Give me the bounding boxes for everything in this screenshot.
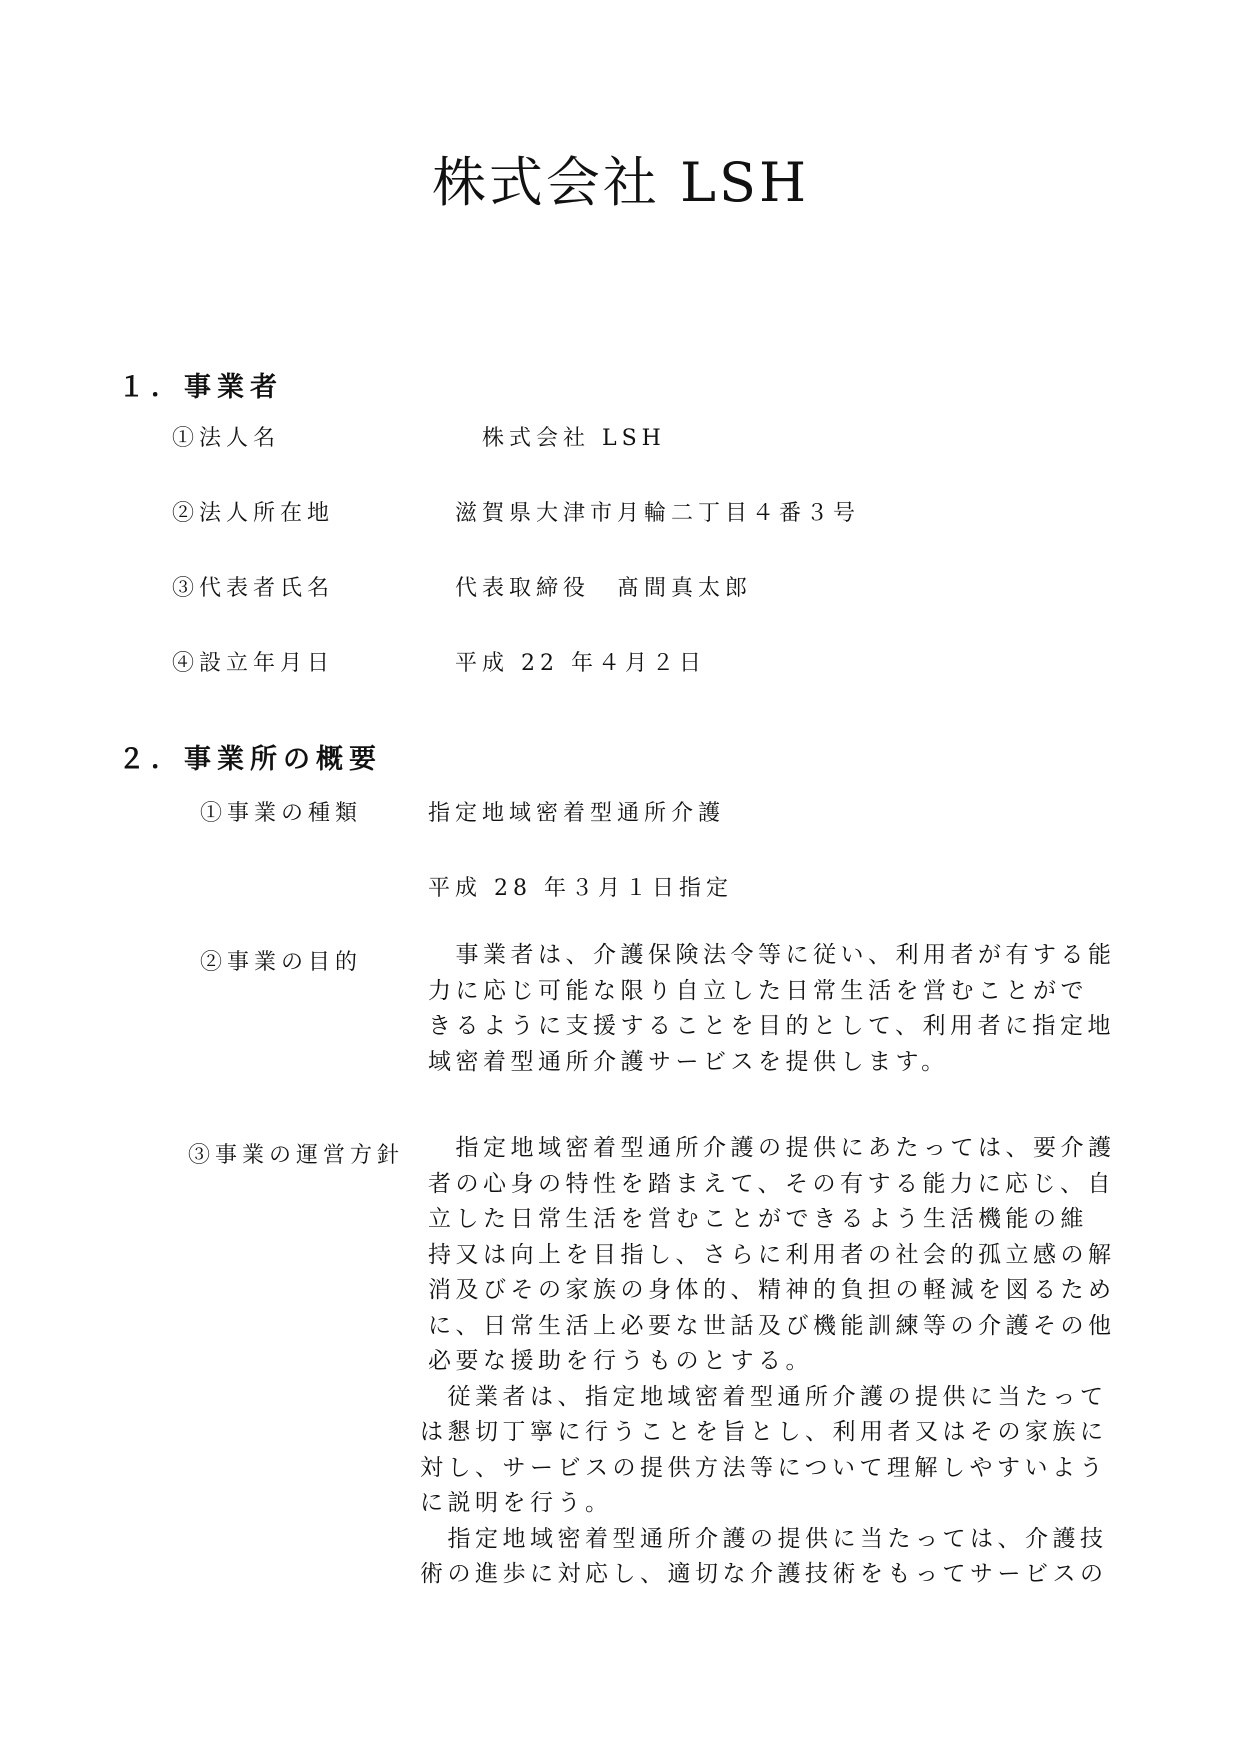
policy-line: 持又は向上を目指し、さらに利用者の社会的孤立感の解 [428,1241,1116,1268]
policy-line: に説明を行う。 [420,1490,613,1516]
label-establishment-date: ④設立年月日 [172,651,335,676]
policy-line: 立した日常生活を営むことができるよう生活機能の維 [428,1206,1088,1232]
policy-line: 消及びその家族の身体的、精神的負担の軽減を図るため [428,1277,1116,1303]
section-heading-business-operator: １．事業者 [118,372,283,403]
value-corporate-name: 株式会社 LSH [482,426,666,451]
purpose-line: きるように支援することを目的として、利用者に指定地 [428,1013,1116,1039]
policy-line: 従業者は、指定地域密着型通所介護の提供に当たって [420,1383,1108,1410]
purpose-line: 域密着型通所介護サービスを提供します。 [428,1048,949,1075]
value-designation-date: 平成 28 年３月１日指定 [428,876,733,901]
label-representative: ③代表者氏名 [172,576,335,601]
label-business-type: ①事業の種類 [200,801,363,826]
value-business-type: 指定地域密着型通所介護 [428,801,726,826]
purpose-line: 力に応じ可能な限り自立した日常生活を営むことがで [428,977,1088,1004]
purpose-line: 事業者は、介護保険法令等に従い、利用者が有する能 [428,942,1116,968]
document-title: 株式会社 LSH [431,151,810,214]
value-corporate-address: 滋賀県大津市月輪二丁目４番３号 [455,501,861,526]
section-heading-office-overview: ２．事業所の概要 [118,744,382,775]
label-business-purpose: ②事業の目的 [200,950,363,975]
label-corporate-name: ①法人名 [172,426,281,451]
value-representative: 代表取締役 髙間真太郎 [455,576,753,601]
value-establishment-date: 平成 22 年４月２日 [455,651,706,676]
policy-line: に、日常生活上必要な世話及び機能訓練等の介護その他 [428,1312,1116,1339]
label-operating-policy: ③事業の運営方針 [188,1143,405,1168]
business-purpose-paragraph [428,938,1116,1080]
policy-line: は懇切丁寧に行うことを旨とし、利用者又はその家族に [420,1419,1108,1445]
operating-policy-paragraph [420,1131,1116,1593]
policy-line: 指定地域密着型通所介護の提供に当たっては、介護技 [420,1525,1108,1552]
policy-line: 指定地域密着型通所介護の提供にあたっては、要介護 [428,1135,1116,1161]
policy-line: 者の心身の特性を踏まえて、その有する能力に応じ、自 [428,1170,1116,1197]
label-corporate-address: ②法人所在地 [172,501,335,526]
policy-line: 対し、サービスの提供方法等について理解しやすいよう [420,1454,1108,1481]
policy-line: 術の進歩に対応し、適切な介護技術をもってサービスの [420,1561,1108,1587]
policy-line: 必要な援助を行うものとする。 [428,1348,813,1374]
